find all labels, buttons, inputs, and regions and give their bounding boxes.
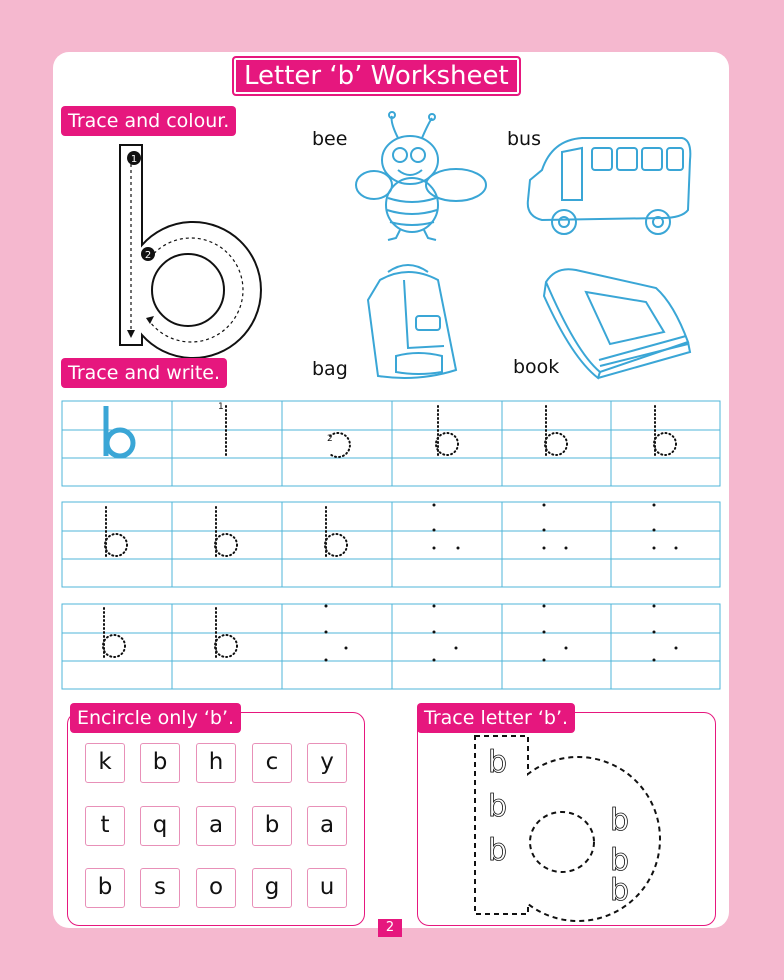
inner-b: b — [488, 745, 508, 780]
word-bag: bag — [312, 358, 348, 380]
inner-b: b — [488, 833, 508, 868]
letter-cell[interactable]: b — [85, 868, 125, 908]
letter-cell[interactable]: y — [307, 743, 347, 783]
letter-cell[interactable]: a — [196, 806, 236, 846]
letter-cell[interactable]: b — [140, 743, 180, 783]
inner-b: b — [610, 843, 630, 878]
grid-stroke-number-2: 2 — [327, 434, 333, 444]
letter-cell[interactable]: c — [252, 743, 292, 783]
stroke-number-1: 1 — [130, 154, 138, 165]
word-bus: bus — [507, 128, 542, 150]
letter-cell[interactable]: k — [85, 743, 125, 783]
word-book: book — [513, 356, 560, 378]
word-bee: bee — [312, 128, 348, 150]
letter-cell[interactable]: g — [252, 868, 292, 908]
trace-write-heading: Trace and write. — [61, 358, 227, 388]
inner-b: b — [610, 873, 630, 908]
letter-cell[interactable]: t — [85, 806, 125, 846]
inner-b: b — [488, 789, 508, 824]
grid-stroke-number-1: 1 — [218, 402, 224, 412]
letter-cell[interactable]: b — [252, 806, 292, 846]
trace-colour-heading: Trace and colour. — [61, 106, 236, 136]
encircle-heading: Encircle only ‘b’. — [70, 703, 241, 733]
letter-cell[interactable]: q — [140, 806, 180, 846]
trace-letter-heading: Trace letter ‘b’. — [417, 703, 575, 733]
letter-cell[interactable]: u — [307, 868, 347, 908]
page-number: 2 — [378, 919, 402, 937]
letter-cell[interactable]: a — [307, 806, 347, 846]
page-title: Letter ‘b’ Worksheet — [232, 56, 521, 96]
letter-cell[interactable]: o — [196, 868, 236, 908]
dashed-big-b[interactable] — [470, 734, 660, 920]
letter-cell[interactable]: s — [140, 868, 180, 908]
letter-cell[interactable]: h — [196, 743, 236, 783]
inner-b: b — [610, 803, 630, 838]
stroke-number-2: 2 — [144, 250, 152, 261]
